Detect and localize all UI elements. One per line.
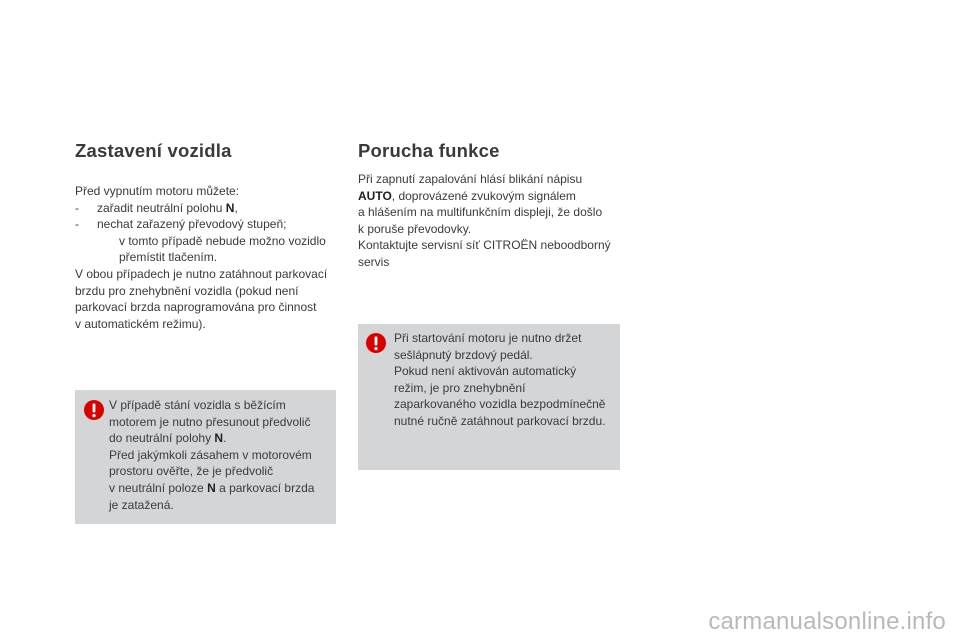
- warning-box-right: [358, 324, 620, 470]
- outro-line: V obou případech je nutno zatáhnout parkovací: [75, 266, 328, 281]
- right-body: Při zapnutí zapalování hlásí blikání nápisu AUTO, doprovázené zvukovým signálem a hlášením na multifunkčním displeji, že došlo k poruše převodovky. Kontaktujte servisní síť CITROËN neboodborný servis: [358, 172, 611, 269]
- list-item: - zařadit neutrální polohu N,: [75, 200, 238, 215]
- left-column: [75, 140, 345, 332]
- section-title-stop: Zastavení vozidla: [75, 140, 232, 161]
- warning-text-left: V případě stání vozidla s běžícím motorem je nutno přesunout předvolič do neutrální polohy N. Před jakýmkoli zásahem v motorovém prostoru ověřte, že je předvolič v neutrální poloze N a parkovací brzda je zatažená.: [109, 398, 315, 512]
- exclamation-icon: [366, 333, 386, 353]
- left-body: [75, 183, 345, 332]
- right-column: [358, 140, 633, 271]
- outro-line: brzdu pro znehybnění vozidla (pokud není: [75, 283, 299, 298]
- outro-line: parkovací brzda naprogramována pro činnost: [75, 300, 317, 315]
- section-title-malfunction: Porucha funkce: [358, 140, 500, 161]
- warning-text-right: Při startování motoru je nutno držet sešlápnutý brzdový pedál. Pokud není aktivován automatický režim, je pro znehybnění zaparkovaného vozidla bezpodmínečně nutné ručně zatáhnout parkovací brzdu.: [394, 331, 606, 428]
- exclamation-icon: [84, 400, 104, 420]
- warning-box-left: [75, 390, 336, 524]
- intro-text: Před vypnutím motoru můžete:: [75, 184, 240, 198]
- watermark: carmanualsonline.info: [708, 608, 946, 635]
- list-item: - nechat zařazený převodový stupeň; v tomto případě nebude možno vozidlo přemístit tlačením.: [75, 217, 326, 265]
- outro-line: v automatickém režimu).: [75, 316, 206, 331]
